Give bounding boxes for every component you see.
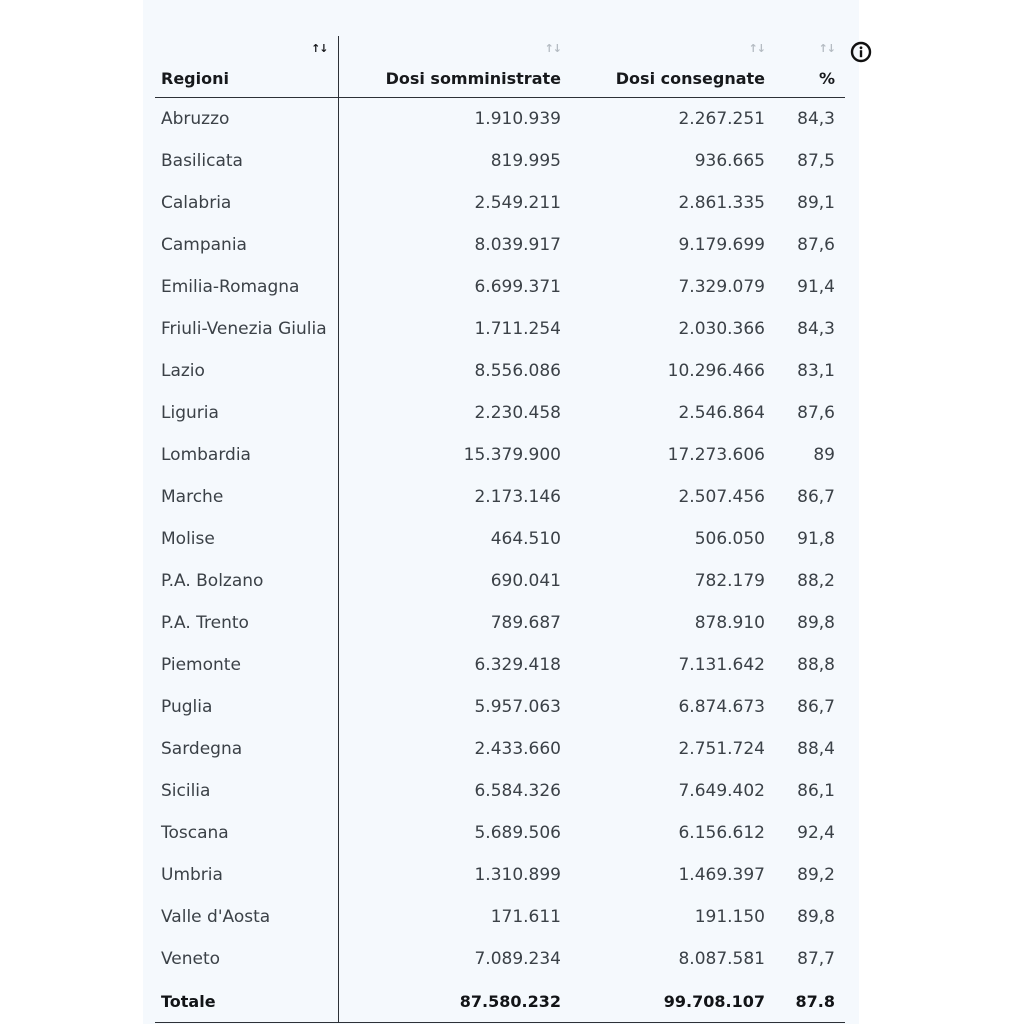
cell-dosi-somministrate: 7.089.234 (474, 949, 561, 969)
column-header-percent[interactable] (775, 36, 845, 98)
cell-dosi-consegnate: 506.050 (694, 529, 765, 549)
cell-region: Calabria (155, 182, 338, 224)
column-header-label: % (818, 69, 835, 88)
cell-dosi-consegnate: 7.329.079 (678, 277, 765, 297)
cell-region: Valle d'Aosta (155, 896, 338, 938)
cell-dosi-somministrate: 6.329.418 (474, 655, 561, 675)
cell-dosi-somministrate: 789.687 (490, 613, 561, 633)
table-row (155, 728, 845, 770)
table-row (155, 854, 845, 896)
table-row (155, 224, 845, 266)
table-row (155, 812, 845, 854)
table-body (155, 98, 845, 1023)
table-row (155, 434, 845, 476)
total-row (155, 980, 845, 1023)
cell-percent: 86,1 (797, 781, 835, 801)
cell-dosi-consegnate: 7.131.642 (678, 655, 765, 675)
cell-dosi-consegnate: 782.179 (694, 571, 765, 591)
cell-region: Sicilia (155, 770, 338, 812)
column-header-dosi-somministrate[interactable] (338, 36, 571, 98)
cell-region: Abruzzo (155, 98, 338, 141)
cell-dosi-consegnate: 6.874.673 (678, 697, 765, 717)
cell-region: Molise (155, 518, 338, 560)
cell-dosi-somministrate: 1.711.254 (474, 319, 561, 339)
cell-region: Puglia (155, 686, 338, 728)
cell-percent: 86,7 (797, 697, 835, 717)
cell-percent: 87.8 (775, 980, 845, 1023)
cell-dosi-consegnate: 878.910 (694, 613, 765, 633)
cell-percent: 87,7 (797, 949, 835, 969)
cell-dosi-somministrate: 1.910.939 (474, 109, 561, 129)
cell-region: Basilicata (155, 140, 338, 182)
cell-percent: 88,4 (797, 739, 835, 759)
cell-dosi-consegnate: 2.546.864 (678, 403, 765, 423)
cell-dosi-somministrate: 2.173.146 (474, 487, 561, 507)
table-row (155, 602, 845, 644)
cell-percent: 89,2 (797, 865, 835, 885)
cell-dosi-consegnate: 2.030.366 (678, 319, 765, 339)
cell-dosi-consegnate: 1.469.397 (678, 865, 765, 885)
cell-percent: 87,5 (797, 151, 835, 171)
table-row (155, 686, 845, 728)
cell-region: P.A. Trento (155, 602, 338, 644)
cell-dosi-somministrate: 6.584.326 (474, 781, 561, 801)
sort-icon[interactable]: ↑↓ (311, 42, 328, 55)
table-row (155, 476, 845, 518)
table-row (155, 392, 845, 434)
cell-percent: 89,1 (797, 193, 835, 213)
cell-region: Emilia-Romagna (155, 266, 338, 308)
cell-region: Lazio (155, 350, 338, 392)
cell-dosi-somministrate: 5.957.063 (474, 697, 561, 717)
cell-dosi-somministrate: 6.699.371 (474, 277, 561, 297)
cell-percent: 89,8 (797, 907, 835, 927)
cell-region: Campania (155, 224, 338, 266)
cell-percent: 84,3 (797, 319, 835, 339)
cell-dosi-somministrate: 464.510 (490, 529, 561, 549)
cell-dosi-consegnate: 2.861.335 (678, 193, 765, 213)
cell-percent: 87,6 (797, 403, 835, 423)
cell-dosi-consegnate: 191.150 (694, 907, 765, 927)
table-row (155, 350, 845, 392)
cell-region: Toscana (155, 812, 338, 854)
cell-percent: 91,8 (797, 529, 835, 549)
cell-dosi-somministrate: 2.230.458 (474, 403, 561, 423)
cell-percent: 91,4 (797, 277, 835, 297)
cell-dosi-somministrate: 171.611 (490, 907, 561, 927)
sort-icon[interactable]: ↑↓ (818, 42, 835, 55)
table-row (155, 770, 845, 812)
cell-dosi-consegnate: 8.087.581 (678, 949, 765, 969)
cell-dosi-somministrate: 15.379.900 (463, 445, 561, 465)
cell-region: Veneto (155, 938, 338, 980)
table-row (155, 266, 845, 308)
cell-dosi-somministrate: 819.995 (490, 151, 561, 171)
cell-dosi-somministrate: 5.689.506 (474, 823, 561, 843)
cell-percent: 84,3 (797, 109, 835, 129)
cell-dosi-consegnate: 17.273.606 (667, 445, 765, 465)
info-icon[interactable] (850, 41, 872, 63)
cell-dosi-consegnate: 2.507.456 (678, 487, 765, 507)
cell-dosi-consegnate: 6.156.612 (678, 823, 765, 843)
cell-percent: 87,6 (797, 235, 835, 255)
cell-region: P.A. Bolzano (155, 560, 338, 602)
cell-region: Piemonte (155, 644, 338, 686)
sort-icon[interactable]: ↑↓ (544, 42, 561, 55)
table-row (155, 98, 845, 141)
column-header-regioni[interactable] (155, 36, 338, 98)
cell-dosi-somministrate: 1.310.899 (474, 865, 561, 885)
table-row (155, 938, 845, 980)
table-row (155, 644, 845, 686)
cell-dosi-somministrate: 690.041 (490, 571, 561, 591)
cell-dosi-consegnate: 7.649.402 (678, 781, 765, 801)
cell-region: Sardegna (155, 728, 338, 770)
cell-dosi-consegnate: 99.708.107 (571, 980, 775, 1023)
cell-dosi-somministrate: 87.580.232 (338, 980, 571, 1023)
cell-percent: 92,4 (797, 823, 835, 843)
cell-dosi-consegnate: 2.751.724 (678, 739, 765, 759)
cell-percent: 83,1 (797, 361, 835, 381)
table-row (155, 896, 845, 938)
cell-region: Totale (155, 980, 338, 1023)
cell-dosi-consegnate: 936.665 (694, 151, 765, 171)
cell-percent: 88,8 (797, 655, 835, 675)
cell-percent: 89,8 (797, 613, 835, 633)
cell-region: Liguria (155, 392, 338, 434)
cell-percent: 88,2 (797, 571, 835, 591)
column-header-label: Dosi consegnate (615, 69, 765, 88)
cell-region: Lombardia (155, 434, 338, 476)
cell-region: Umbria (155, 854, 338, 896)
column-header-dosi-consegnate[interactable] (571, 36, 775, 98)
cell-percent: 89 (813, 445, 835, 465)
column-header-label: Regioni (161, 69, 229, 88)
table-row (155, 560, 845, 602)
table-row (155, 140, 845, 182)
header-row (155, 36, 845, 98)
table-row (155, 182, 845, 224)
vaccine-doses-table (155, 36, 845, 1023)
table-row (155, 308, 845, 350)
cell-dosi-consegnate: 2.267.251 (678, 109, 765, 129)
cell-dosi-somministrate: 8.556.086 (474, 361, 561, 381)
cell-region: Marche (155, 476, 338, 518)
cell-dosi-somministrate: 8.039.917 (474, 235, 561, 255)
cell-percent: 86,7 (797, 487, 835, 507)
table-row (155, 518, 845, 560)
cell-dosi-consegnate: 10.296.466 (667, 361, 765, 381)
sort-icon[interactable]: ↑↓ (748, 42, 765, 55)
cell-dosi-somministrate: 2.433.660 (474, 739, 561, 759)
cell-region: Friuli-Venezia Giulia (155, 308, 338, 350)
column-header-label: Dosi somministrate (385, 69, 561, 88)
cell-dosi-somministrate: 2.549.211 (474, 193, 561, 213)
cell-dosi-consegnate: 9.179.699 (678, 235, 765, 255)
